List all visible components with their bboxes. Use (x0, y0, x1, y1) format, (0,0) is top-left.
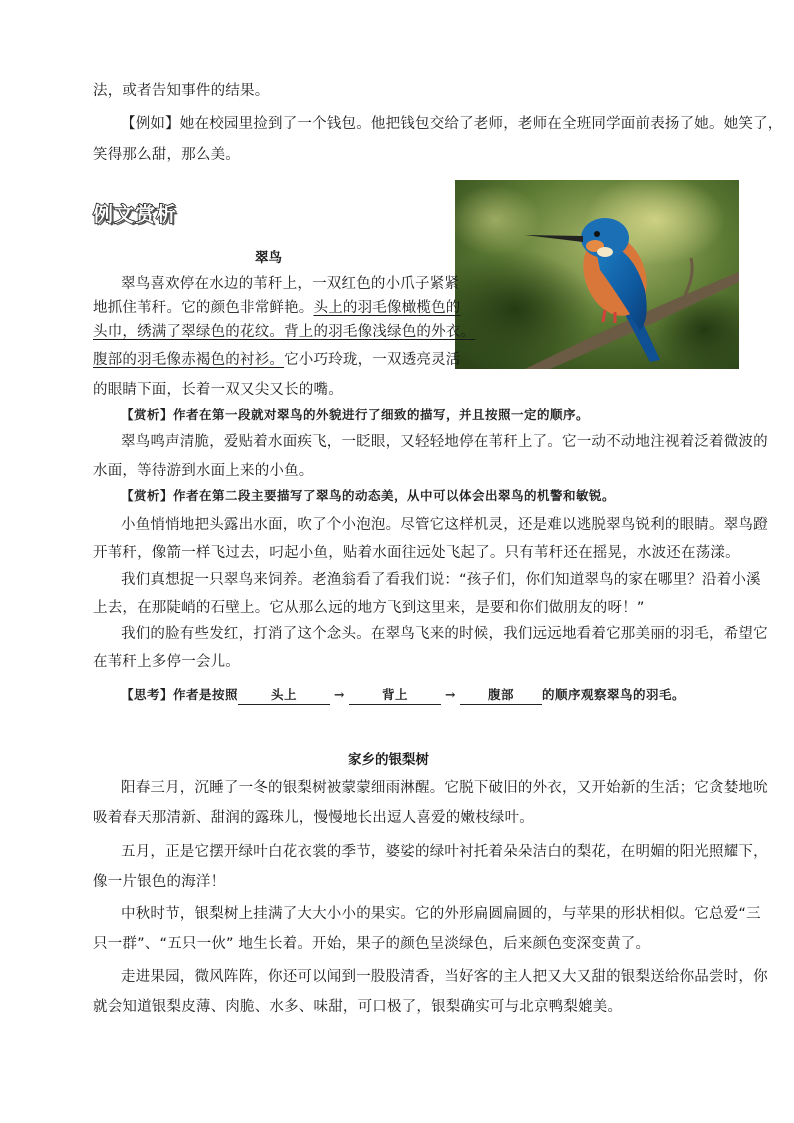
paragraph-line: 走进果园，微风阵阵，你还可以闻到一股股清香，当好客的主人把又大又甜的银梨送给你品尝时，你 (121, 969, 768, 985)
paragraph-line: 我们真想捉一只翠鸟来饲养。老渔翁看了看我们说：“孩子们，你们知道翠鸟的家在哪里？沿着小溪 (121, 572, 761, 588)
answer-blank-1: 头上 (238, 686, 330, 705)
arrow-icon: → (445, 687, 456, 702)
appreciation-note: 【赏析】作者在第二段主要描写了翠鸟的动态美，从中可以体会出翠鸟的机警和敏锐。 (121, 488, 616, 503)
intro-line: 法，或者告知事件的结果。 (93, 83, 270, 99)
paragraph-line: 只一群”、“五只一伙” 地生长着。开始，果子的颜色呈淡绿色，后来颜色变深变黄了。 (93, 936, 651, 952)
underlined-text: 头上的羽毛像橄榄色的 (313, 300, 461, 316)
underlined-text: 头巾，绣满了翠绿色的花纹。背上的羽毛像浅绿色的外衣。 (93, 324, 476, 340)
paragraph-line: 中秋时节，银梨树上挂满了大大小小的果实。它的外形扁圆扁圆的，与苹果的形状相似。它总爱“三 (121, 906, 761, 922)
text-span: 地抓住苇秆。它的颜色非常鲜艳。 (93, 300, 314, 316)
paragraph-line (93, 298, 461, 318)
thinking-question (121, 686, 685, 705)
paragraph-line: 水面，等待游到水面上来的小鱼。 (93, 463, 314, 479)
paragraph-line: 吸着春天那清新、甜润的露珠儿，慢慢地长出逗人喜爱的嫩枝绿叶。 (93, 810, 534, 826)
underlined-text: 腹部的羽毛像赤褐色的衬衫。 (93, 352, 285, 368)
paragraph-line: 小鱼悄悄地把头露出水面，吹了个小泡泡。尽管它这样机灵，还是难以逃脱翠鸟锐利的眼睛。翠鸟蹬 (121, 517, 768, 533)
paragraph-line: 我们的脸有些发红，打消了这个念头。在翠鸟飞来的时候，我们远远地看着它那美丽的羽毛，希望它 (121, 626, 768, 642)
paragraph-line: 上去，在那陡峭的石壁上。它从那么远的地方飞到这里来，是要和你们做朋友的呀！” (93, 600, 645, 616)
kingfisher-photo (455, 180, 739, 369)
paragraph-line: 开苇秆，像箭一样飞过去，叼起小鱼，贴着水面往远处飞起了。只有苇秆还在摇晃，水波还在荡漾。 (93, 545, 740, 561)
paragraph-line: 翠鸟喜欢停在水边的苇秆上，一双红色的小爪子紧紧 (121, 276, 460, 292)
appreciation-note: 【赏析】作者在第一段就对翠鸟的外貌进行了细致的描写，并且按照一定的顺序。 (121, 407, 590, 422)
paragraph-line: 就会知道银梨皮薄、肉脆、水多、味甜，可口极了，银梨确实可与北京鸭梨媲美。 (93, 999, 623, 1015)
essay-title-pear-tree: 家乡的银梨树 (348, 752, 429, 768)
paragraph-line: 像一片银色的海洋！ (93, 874, 226, 890)
paragraph-line (93, 350, 461, 370)
paragraph-line: 在苇秆上多停一会儿。 (93, 654, 240, 670)
example-line-1: 【例如】她在校园里捡到了一个钱包。他把钱包交给了老师，老师在全班同学面前表扬了她。她笑了， (121, 116, 783, 132)
paragraph-line: 的眼睛下面，长着一双又尖又长的嘴。 (93, 382, 343, 398)
answer-blank-2: 背上 (349, 686, 441, 705)
answer-blank-3: 腹部 (460, 686, 542, 705)
text-span: 它小巧玲珑，一双透亮灵活 (284, 352, 461, 368)
paragraph-line: 翠鸟鸣声清脆，爱贴着水面疾飞，一眨眼，又轻轻地停在苇秆上了。它一动不动地注视着泛着微波的 (121, 434, 768, 450)
paragraph-line: 阳春三月，沉睡了一冬的银梨树被蒙蒙细雨淋醒。它脱下破旧的外衣，又开始新的生活；它贪婪地吮 (121, 780, 768, 796)
arrow-icon: → (334, 687, 345, 702)
paragraph-line: 五月，正是它摆开绿叶白花衣裳的季节，婆娑的绿叶衬托着朵朵洁白的梨花，在明媚的阳光照耀下， (121, 844, 768, 860)
essay-title-kingfisher: 翠鸟 (255, 250, 282, 266)
think-suffix: 的顺序观察翠鸟的羽毛。 (541, 687, 685, 702)
section-heading: 例文赏析 (93, 202, 177, 226)
example-line-2: 笑得那么甜，那么美。 (93, 147, 240, 163)
think-prefix: 【思考】作者是按照 (121, 687, 239, 702)
